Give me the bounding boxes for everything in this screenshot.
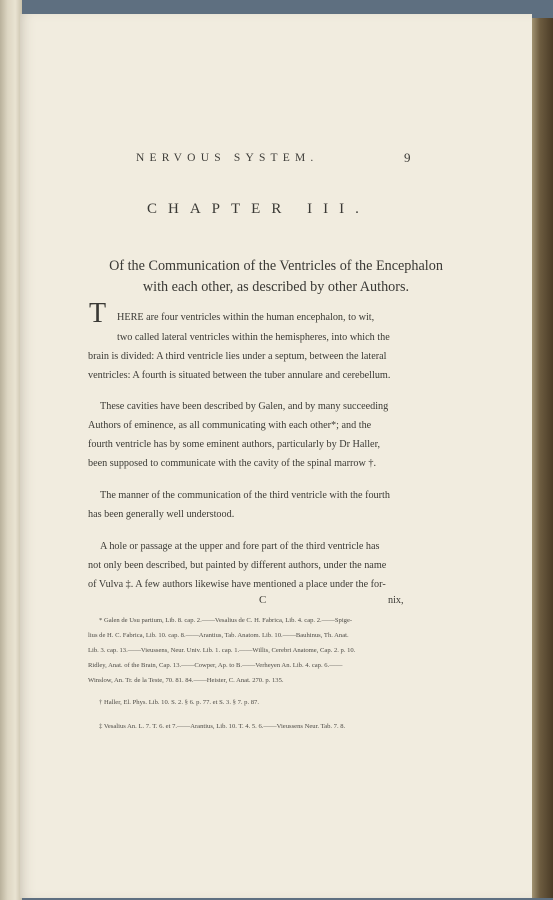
footnote-line: Lib. 3. cap. 13.——Vieussens, Neur. Univ. Lib. 1. cap. 1.——Willis, Cerebri Anatome, Cap. 2. p. 10.	[88, 647, 356, 654]
paragraph-line: not only been described, but painted by different authors, under the name	[88, 560, 387, 571]
book-cover-edge	[531, 18, 553, 898]
paragraph-line: fourth ventricle has by some eminent authors, particularly by Dr Haller,	[88, 439, 381, 450]
footnote-line: lius de H. C. Fabrica, Lib. 10. cap. 8.——Arantius, Tab. Anatom. Lib. 10.——Bauhinus, Th. Anat.	[88, 632, 349, 639]
signature-mark: C	[259, 594, 267, 606]
footnote-line: * Galen de Usu partium, Lib. 8. cap. 2.——Vesalius de C. H. Fabrica, Lib. 4. cap. 2.——Spige-	[99, 617, 353, 624]
footnote-dagger: † Haller, El. Phys. Lib. 10. S. 2. § 6. p. 77. et S. 3. § 7. p. 87.	[99, 699, 259, 706]
catchword: nix,	[388, 595, 404, 606]
paragraph-line: ventricles: A fourth is situated between the tuber annulare and cerebellum.	[88, 370, 391, 381]
paragraph-line: brain is divided: A third ventricle lies under a septum, between the lateral	[88, 351, 387, 362]
paragraph-line: A hole or passage at the upper and fore part of the third ventricle has	[100, 541, 380, 552]
section-heading-line: with each other, as described by other Authors.	[142, 279, 410, 295]
footnote-line: Ridley, Anat. of the Brain, Cap. 13.——Cowper, Ap. to B.——Verheyen An. Lib. 4. cap. 6.——	[88, 662, 343, 669]
paragraph-line: been supposed to communicate with the cavity of the spinal marrow †.	[88, 458, 377, 469]
chapter-title: CHAPTER III.	[147, 201, 370, 217]
paragraph-line: The manner of the communication of the third ventricle with the fourth	[100, 490, 390, 501]
footnote-line: Winslow, An. Tr. de la Teste, 70. 81. 84.——Heister, C. Anat. 270. p. 135.	[88, 677, 284, 684]
paragraph-line: has been generally well understood.	[88, 509, 235, 520]
book-spine-left-page	[0, 0, 22, 900]
page-number: 9	[404, 150, 411, 165]
paragraph-line: two called lateral ventricles within the hemispheres, into which the	[117, 332, 390, 343]
book-page	[20, 14, 532, 898]
paragraph-line: These cavities have been described by Galen, and by many succeeding	[100, 401, 389, 412]
section-heading-line: Of the Communication of the Ventricles of the Encephalon	[109, 258, 443, 274]
footnote-double-dagger: ‡ Vesalius An. L. 7. T. 6. et 7.——Arantius, Lib. 10. T. 4. 5. 6.——Vieussens Neur. Tab. 7. 8.	[99, 723, 346, 730]
drop-cap: T	[89, 298, 107, 329]
paragraph-line: HERE are four ventricles within the human encephalon, to wit,	[117, 312, 375, 323]
paragraph-line: of Vulva ‡. A few authors likewise have mentioned a place under the for-	[88, 579, 386, 590]
paragraph-line: Authors of eminence, as all communicating with each other*; and the	[88, 420, 372, 431]
running-head: NERVOUS SYSTEM.	[136, 152, 319, 164]
